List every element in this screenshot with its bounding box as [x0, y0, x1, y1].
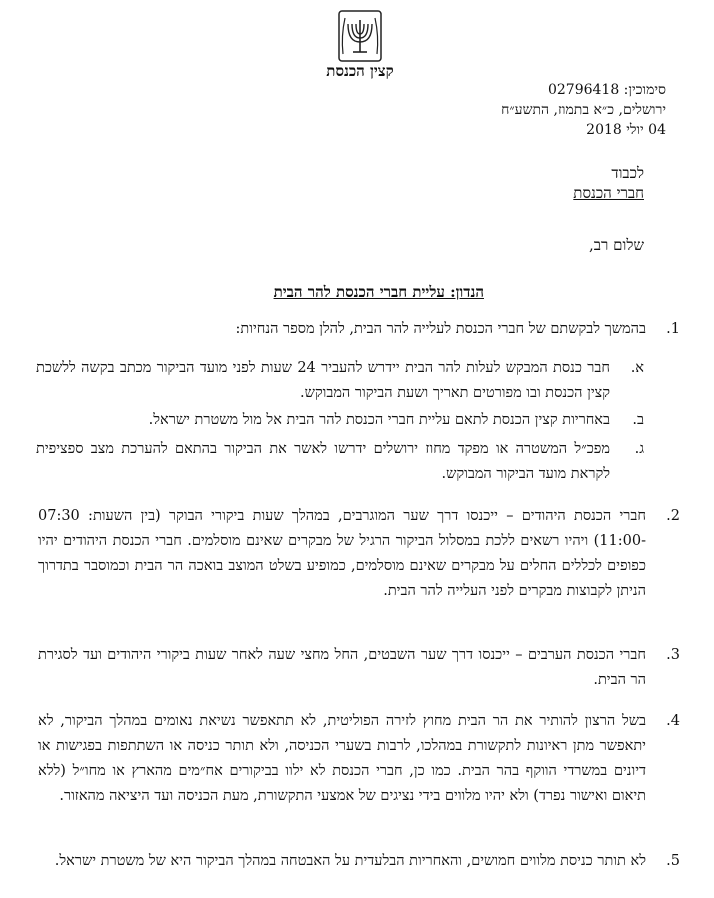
paragraph-number: 2. [666, 508, 680, 524]
paragraph-4 [38, 709, 680, 809]
recipient-name: חברי הכנסת [573, 184, 644, 202]
sub-item-letter: א. [630, 360, 644, 376]
paragraph-text: חברי הכנסת היהודים – ייכנסו דרך שער המוגרבים, במהלך שעות ביקורי הבוקר (בין השעות: 07:30 -11:00) ויהיו רשאים ללכת במסלול הביקור הרגיל של מבקרים שאינם מוסלמים. חברי הכנסת היהודים יהיו כפופים לכללים החלים על מבקרים שאינם מוסלמים, כמופיע בשלט המוצב בואכה הר הבית וכמוסבר בתדרוך הניתן לקבוצות מבקרים לפני העלייה להר הבית. [38, 508, 646, 599]
reference-number: סימוכין: 02796418 [547, 82, 666, 98]
paragraph-number: 5. [666, 853, 680, 869]
paragraph-1 [38, 317, 680, 342]
salutation: לכבוד [611, 164, 644, 182]
paragraph-number: 1. [666, 321, 680, 337]
paragraph-number: 3. [666, 647, 680, 663]
sub-item-text: מפכ״ל המשטרה או מפקד מחוז ירושלים ידרשו לאשר את הביקור בהתאם להערכת מצב ספציפית לקראת מועד הביקור המבוקש. [36, 441, 610, 482]
greeting: שלום רב, [589, 236, 644, 254]
paragraph-2 [38, 504, 680, 604]
paragraph-text: בהמשך לבקשתם של חברי הכנסת לעלייה להר הבית, להלן מספר הנחיות: [235, 321, 646, 337]
sub-item-letter: ג. [634, 441, 644, 457]
letter-meta [501, 80, 666, 140]
paragraph-text: לא תותר כניסת מלווים חמושים, והאחריות הבלעדית על האבטחה במהלך הביקור היא של משטרת ישראל. [54, 853, 646, 869]
paragraph-text: חברי הכנסת הערבים – ייכנסו דרך שער השבטים, החל מחצי שעה לאחר שעות ביקורי היהודים ועד לסגירת הר הבית. [38, 647, 646, 688]
paragraph-number: 4. [666, 713, 680, 729]
menorah-emblem-icon [325, 8, 395, 64]
sub-item-c [36, 437, 644, 487]
gregorian-date: 04 יולי 2018 [586, 122, 666, 138]
sub-item-letter: ב. [632, 412, 644, 428]
recipient-block [573, 163, 644, 203]
hebrew-date: ירושלים, כ״א בתמוז, התשע״ח [501, 102, 666, 118]
sub-item-text: באחריות קצין הכנסת לתאם עליית חברי הכנסת להר הבית אל מול משטרת ישראל. [148, 412, 610, 428]
paragraph-text: בשל הרצון להותיר את הר הבית מחוץ לזירה הפוליטית, לא תתאפשר נשיאת נאומים במהלך הביקור, לא יתאפשר מתן ראיונות לתקשורת במהלכו, לרבות בשערי הכניסה, ולא תותר כניסה או השתתפות בפגישות או דיונים במשרדי הווקף בהר הבית. כמו כן, חברי הכנסת לא ילוו בביקורים אח״מים מהארץ או מחו״ל (ללא תיאום ואישור נפרד) ולא יהיו מלווים בידי נציגים של אמצעי התקשורת, מעת הכניסה ועד היציאה מהאזור. [38, 713, 646, 804]
sub-item-b [36, 408, 644, 433]
paragraph-3 [38, 643, 680, 693]
sub-item-a [36, 356, 644, 406]
paragraph-5 [38, 849, 680, 874]
sub-item-text: חבר כנסת המבקש לעלות להר הבית יידרש להעביר 24 שעות לפני מועד הביקור מכתב בקשה ללשכת קצין הכנסת ובו מפורטים תאריך ושעת הביקור המבוקש. [36, 360, 610, 401]
office-name: קצין הכנסת [326, 62, 394, 80]
subject-line: הנדון: עליית חברי הכנסת להר הבית [273, 283, 484, 301]
